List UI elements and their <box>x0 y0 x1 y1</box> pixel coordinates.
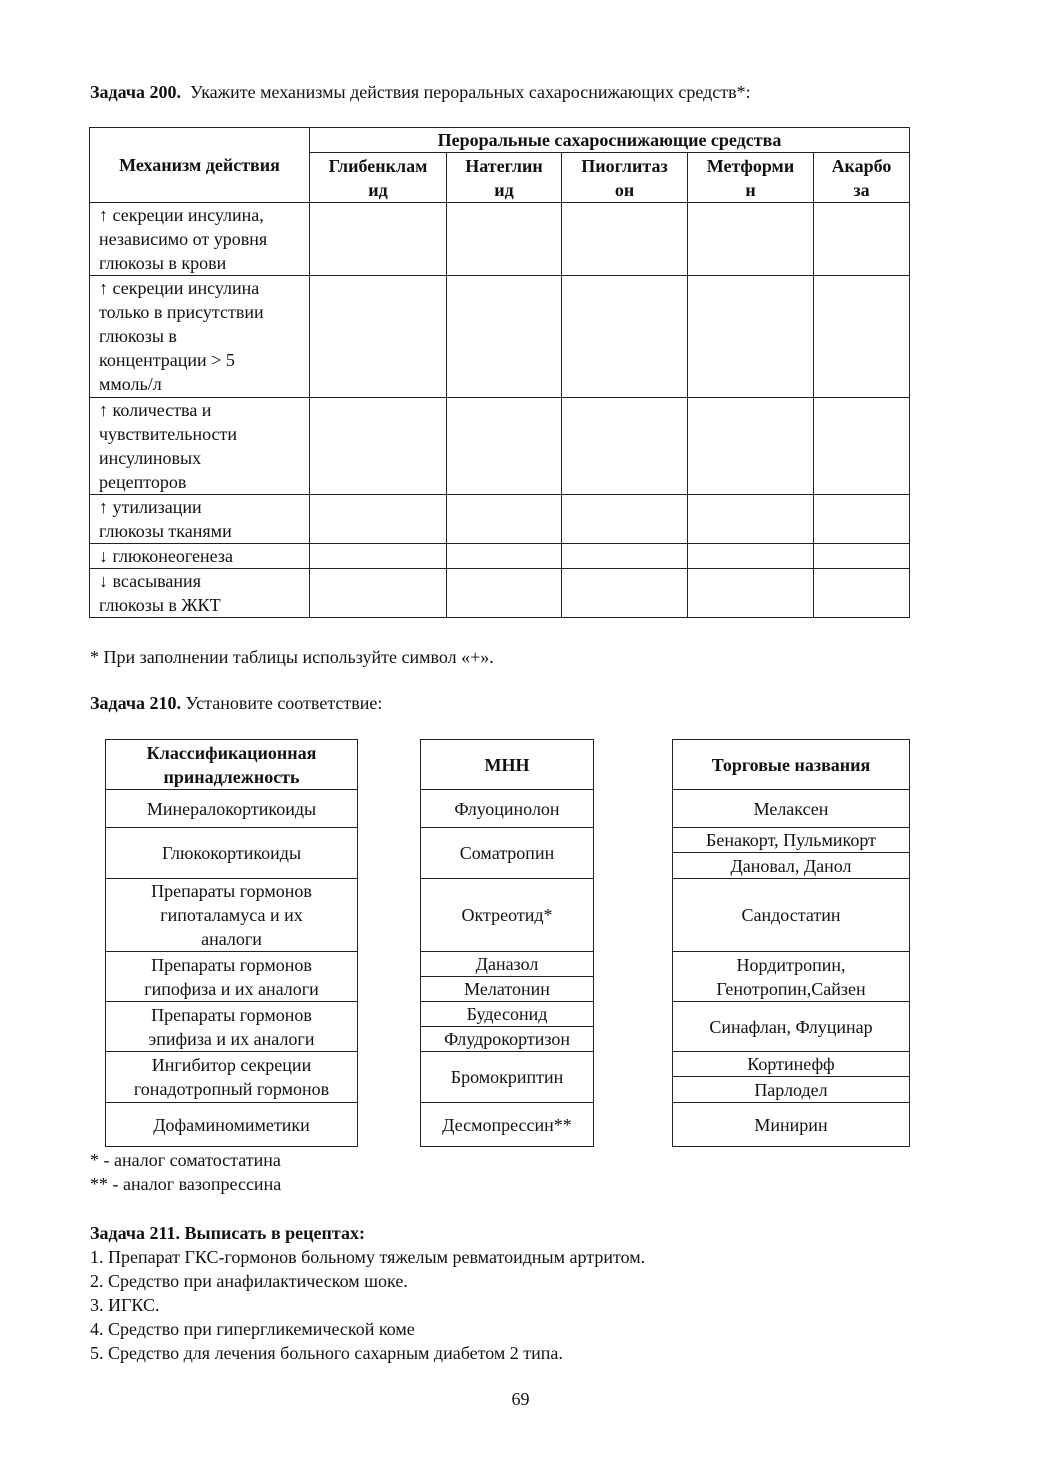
answer-cell[interactable] <box>814 276 910 398</box>
drug-header: Акарбо за <box>814 153 910 203</box>
classification-item[interactable]: Ингибитор секреции гонадотропный гормонов <box>106 1052 358 1103</box>
answer-cell[interactable] <box>562 569 688 618</box>
trade-name-item[interactable]: Нордитропин, Генотропин,Сайзен <box>673 952 910 1002</box>
inn-item[interactable]: Даназол <box>421 952 594 977</box>
task210-text: Установите соответствие: <box>185 693 383 713</box>
answer-cell[interactable] <box>447 544 562 569</box>
answer-cell[interactable] <box>814 203 910 276</box>
answer-cell[interactable] <box>814 569 910 618</box>
page-number: 69 <box>511 1389 530 1409</box>
table-row <box>90 203 910 276</box>
classification-table <box>105 739 358 1147</box>
answer-cell[interactable] <box>310 276 447 398</box>
inn-item[interactable]: Флудрокортизон <box>421 1027 594 1052</box>
trade-name-item[interactable]: Сандостатин <box>673 879 910 952</box>
table-row <box>90 544 910 569</box>
answer-cell[interactable] <box>447 203 562 276</box>
inn-item[interactable]: Октреотид* <box>421 879 594 952</box>
trade-name-item[interactable]: Бенакорт, Пульмикорт <box>673 828 910 853</box>
table-row <box>90 398 910 495</box>
answer-cell[interactable] <box>310 398 447 495</box>
answer-cell[interactable] <box>688 398 814 495</box>
trade-name-item[interactable]: Синафлан, Флуцинар <box>673 1002 910 1052</box>
task210-note: ** - аналог вазопрессина <box>90 1174 282 1194</box>
table-row <box>90 495 910 544</box>
answer-cell[interactable] <box>688 203 814 276</box>
inn-item[interactable]: Бромокриптин <box>421 1052 594 1103</box>
inn-item[interactable]: Будесонид <box>421 1002 594 1027</box>
mechanism-table <box>89 127 910 618</box>
task211-item: 1. Препарат ГКС-гормонов больному тяжелым ревматоидным артритом. <box>90 1247 646 1267</box>
answer-cell[interactable] <box>447 495 562 544</box>
answer-cell[interactable] <box>814 495 910 544</box>
classification-item[interactable]: Препараты гормонов гипоталамуса и их аналоги <box>106 879 358 952</box>
answer-cell[interactable] <box>447 398 562 495</box>
task200-text: Укажите механизмы действия пероральных сахароснижающих средств*: <box>190 82 751 102</box>
answer-cell[interactable] <box>310 569 447 618</box>
group-header: Пероральные сахароснижающие средства <box>310 128 910 153</box>
answer-cell[interactable] <box>447 276 562 398</box>
mechanism-cell: ↓ глюконеогенеза <box>90 544 310 569</box>
answer-cell[interactable] <box>814 544 910 569</box>
answer-cell[interactable] <box>688 544 814 569</box>
inn-item[interactable]: Десмопрессин** <box>421 1103 594 1147</box>
answer-cell[interactable] <box>562 495 688 544</box>
task210-note: * - аналог соматостатина <box>90 1150 281 1170</box>
task211-item: 2. Средство при анафилактическом шоке. <box>90 1271 408 1291</box>
task200-label: Задача 200. <box>90 82 182 102</box>
task200-heading <box>90 80 751 104</box>
answer-cell[interactable] <box>688 495 814 544</box>
task200-footnote: * При заполнении таблицы используйте символ «+». <box>90 647 494 667</box>
inn-item[interactable]: Мелатонин <box>421 977 594 1002</box>
classification-item[interactable]: Дофаминомиметики <box>106 1103 358 1147</box>
answer-cell[interactable] <box>562 398 688 495</box>
table-row <box>90 569 910 618</box>
answer-cell[interactable] <box>310 495 447 544</box>
trade-name-item[interactable]: Дановал, Данол <box>673 853 910 879</box>
answer-cell[interactable] <box>562 544 688 569</box>
trade-names-header: Торговые названия <box>673 740 910 790</box>
answer-cell[interactable] <box>562 203 688 276</box>
task211-item: 4. Средство при гипергликемической коме <box>90 1319 415 1339</box>
drug-header: Натеглин ид <box>447 153 562 203</box>
mechanism-cell: ↓ всасывания глюкозы в ЖКТ <box>90 569 310 618</box>
trade-names-table <box>672 739 910 1147</box>
inn-item[interactable]: Соматропин <box>421 828 594 879</box>
task211-item: 3. ИГКС. <box>90 1295 160 1315</box>
mechanism-cell: ↑ утилизации глюкозы тканями <box>90 495 310 544</box>
drug-header: Глибенклам ид <box>310 153 447 203</box>
mechanism-cell: ↑ количества и чувствительности инсулиновых рецепторов <box>90 398 310 495</box>
drug-header: Пиоглитаз он <box>562 153 688 203</box>
task210-label: Задача 210. <box>90 693 182 713</box>
inn-header: МНН <box>421 740 594 790</box>
classification-header: Классификационная принадлежность <box>106 740 358 790</box>
answer-cell[interactable] <box>310 544 447 569</box>
classification-item[interactable]: Минералокортикоиды <box>106 790 358 828</box>
trade-name-item[interactable]: Кортинефф <box>673 1052 910 1077</box>
inn-table <box>420 739 594 1147</box>
answer-cell[interactable] <box>814 398 910 495</box>
inn-item[interactable]: Флуоцинолон <box>421 790 594 828</box>
drug-header: Метформи н <box>688 153 814 203</box>
answer-cell[interactable] <box>688 276 814 398</box>
trade-name-item[interactable]: Минирин <box>673 1103 910 1147</box>
mechanism-header: Механизм действия <box>90 128 310 203</box>
classification-item[interactable]: Глюкокортикоиды <box>106 828 358 879</box>
trade-name-item[interactable]: Парлодел <box>673 1077 910 1103</box>
mechanism-cell: ↑ секреции инсулина только в присутствии глюкозы в концентрации > 5 ммоль/л <box>90 276 310 398</box>
table-row <box>90 276 910 398</box>
classification-item[interactable]: Препараты гормонов гипофиза и их аналоги <box>106 952 358 1002</box>
task211-item: 5. Средство для лечения больного сахарным диабетом 2 типа. <box>90 1343 563 1363</box>
answer-cell[interactable] <box>562 276 688 398</box>
answer-cell[interactable] <box>447 569 562 618</box>
trade-name-item[interactable]: Мелаксен <box>673 790 910 828</box>
answer-cell[interactable] <box>310 203 447 276</box>
mechanism-cell: ↑ секреции инсулина, независимо от уровня глюкозы в крови <box>90 203 310 276</box>
classification-item[interactable]: Препараты гормонов эпифиза и их аналоги <box>106 1002 358 1052</box>
answer-cell[interactable] <box>688 569 814 618</box>
task211-title: Задача 211. Выписать в рецептах: <box>90 1223 365 1243</box>
task210-heading <box>90 691 382 715</box>
